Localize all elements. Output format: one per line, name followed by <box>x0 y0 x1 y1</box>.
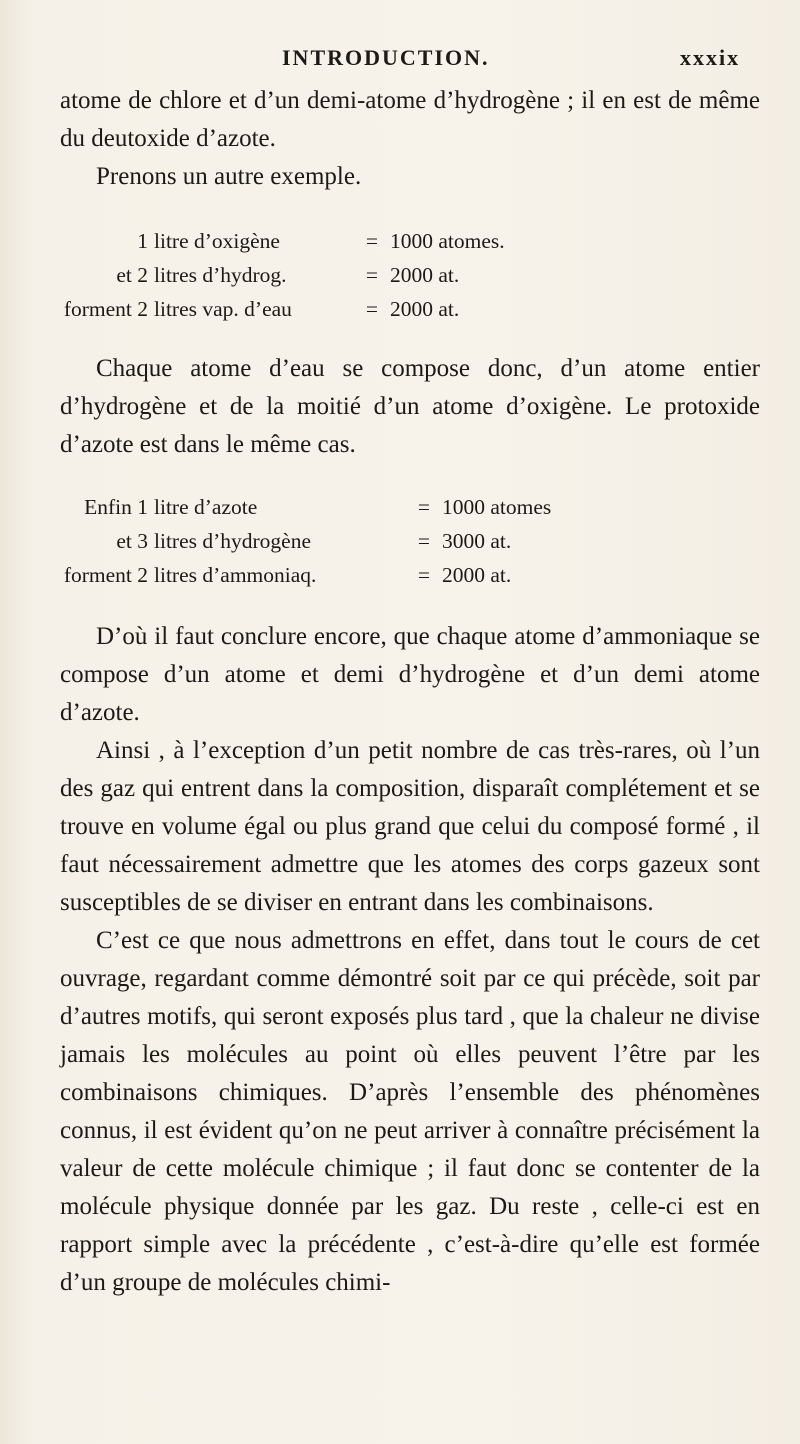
equation-sign: = <box>417 563 431 587</box>
equation-block-ammonia <box>60 490 760 592</box>
equation-value: 2000 at. <box>390 263 460 287</box>
equation-row <box>60 224 760 258</box>
paragraph-water-conclusion: Chaque atome d’eau se compose donc, d’un atome entier d’hydrogène et de la moitié d’un atome d’oxigène. Le protoxide d’azote est dans le même cas. <box>60 355 760 458</box>
equation-sign: = <box>365 263 379 287</box>
paragraph-ammonia-conclusion: D’où il faut conclure encore, que chaque atome d’ammoniaque se compose d’un atome et demi d’hydrogène et d’un demi atome d’azote. <box>60 623 760 726</box>
equation-term: litre d’oxigène <box>154 229 280 253</box>
text-body <box>60 82 760 1302</box>
paragraph-molecule-discussion: C’est ce que nous admettrons en effet, dans tout le cours de cet ouvrage, regardant comme démontré soit par ce qui précède, soit par d’autres motifs, qui seront exposés plus tard , que la chaleur ne divise jamais les molécules au point où elles peuvent l’être par les combinaisons chimiques. D’après l’ensemble des phénomènes connus, il est évident qu’on ne peut arriver à connaître précisément la valeur de cette molécule chimique ; il faut donc se contenter de la molécule physique donnée par les gaz. Du reste , celle-ci est en rapport simple avec la précédente , c’est-à-dire qu’elle est formée d’un groupe de molécules chimi- <box>60 927 760 1296</box>
equation-row <box>60 258 760 292</box>
equation-term: litres vap. d’eau <box>154 297 292 321</box>
equation-sign: = <box>365 297 379 321</box>
equation-row <box>60 490 760 524</box>
equation-row <box>60 558 760 592</box>
equation-value: 2000 at. <box>390 297 460 321</box>
equation-sign: = <box>365 229 379 253</box>
equation-quantity: 1 <box>137 229 148 253</box>
equation-value: 1000 atomes <box>442 495 552 519</box>
equation-sign: = <box>417 495 431 519</box>
paragraph-continuation: atome de chlore et d’un demi-atome d’hydrogène ; il en est de même du deutoxide d’azote. <box>60 87 760 152</box>
equation-term: litres d’hydrog. <box>154 263 287 287</box>
equation-row <box>60 292 760 326</box>
paragraph-division-of-atoms: Ainsi , à l’exception d’un petit nombre de cas très-rares, où l’un des gaz qui entrent dans la composition, disparaît complétement et se trouve en volume égal ou plus grand que celui du composé formé , il faut nécessairement admettre que les atomes des corps gazeux sont susceptibles de se diviser en entrant dans les combinaisons. <box>60 737 760 916</box>
equation-quantity: et 2 <box>116 263 148 287</box>
equation-quantity: et 3 <box>116 529 148 553</box>
running-title: INTRODUCTION. <box>282 45 490 70</box>
equation-sign: = <box>417 529 431 553</box>
equation-row <box>60 524 760 558</box>
page-header <box>0 45 800 81</box>
page-number: xxxix <box>680 45 741 70</box>
equation-term: litres d’ammoniaq. <box>154 563 317 587</box>
equation-value: 2000 at. <box>442 563 512 587</box>
paragraph-example-intro: Prenons un autre exemple. <box>96 163 362 190</box>
equation-value: 3000 at. <box>442 529 512 553</box>
equation-quantity: forment 2 <box>63 297 148 321</box>
equation-quantity: Enfin 1 <box>84 495 148 519</box>
equation-term: litre d’azote <box>154 495 258 519</box>
equation-term: litres d’hydrogène <box>154 529 312 553</box>
equation-value: 1000 atomes. <box>390 229 505 253</box>
equation-quantity: forment 2 <box>63 563 148 587</box>
equation-block-water <box>60 224 760 326</box>
